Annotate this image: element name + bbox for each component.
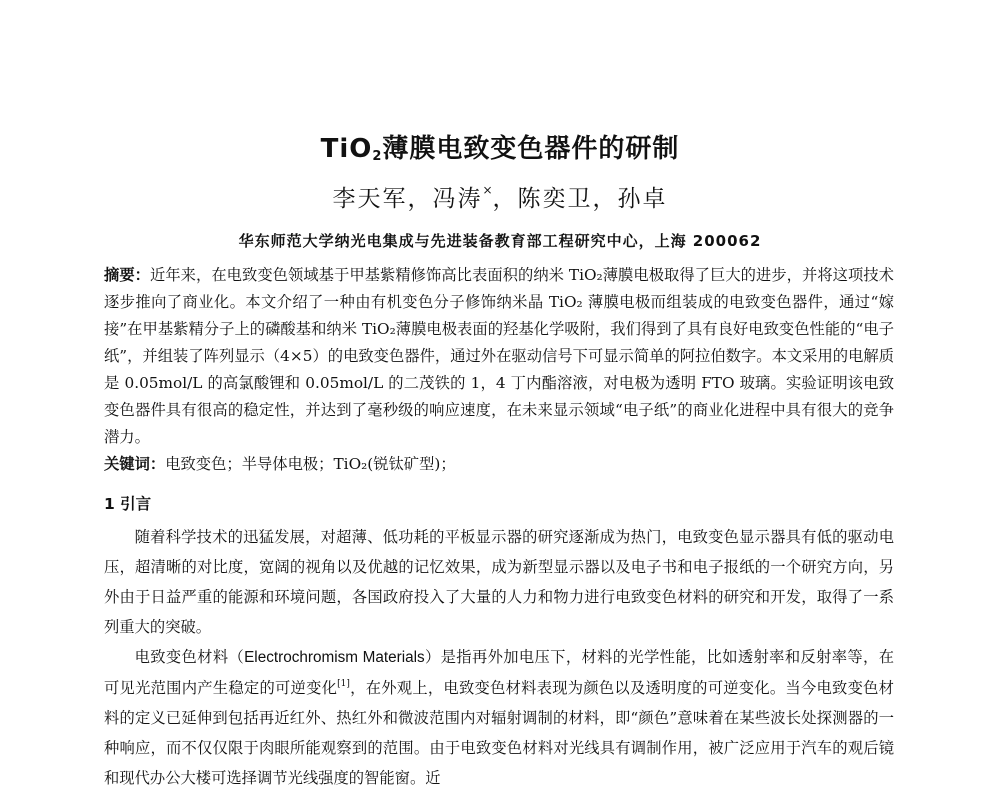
affiliation: 华东师范大学纳光电集成与先进装备教育部工程研究中心，上海 200062 xyxy=(238,232,762,250)
keywords-text: 电致变色；半导体电极；TiO₂(锐钛矿型)； xyxy=(165,455,456,473)
para2-text-b: ）是指再外加电压下，材料的光学性能，比如透射率和反射率等，在可见光范围内产生稳定的可逆变化 xyxy=(104,648,894,697)
abstract-text: 近年来，在电致变色领域基于甲基紫精修饰高比表面积的纳米 TiO₂薄膜电极取得了巨大的进步，并将这项技术逐步推向了商业化。本文介绍了一种由有机变色分子修饰纳米晶 TiO₂ 薄膜电极而组装成的电致变色器件，通过“嫁接”在甲基紫精分子上的磷酸基和纳米 TiO₂薄膜电极表面的羟基化学吸附，我们得到了具有良好电致变色性能的“电子纸”，并组装了阵列显示（4×5）的电致变色器件，通过外在驱动信号下可显示简单的阿拉伯数字。本文采用的电解质是 0.05mol/L 的高氯酸锂和 0.05mol/L 的二茂铁的 1，4 丁内酯溶液，对电极为透明 FTO 玻璃。实验证明该电致变色器件具有很高的稳定性，并达到了毫秒级的响应速度，在未来显示领域“电子纸”的商业化进程中具有很大的竞争潜力。 xyxy=(104,266,894,446)
para2-text-c: ，在外观上，电致变色材料表现为颜色以及透明度的可逆变化。当今电致变色材料的定义已延伸到包括再近红外、热红外和微波范围内对辐射调制的材料，即“颜色”意味着在某些波长处探测器的一种响应，而不仅仅限于肉眼所能观察到的范围。由于电致变色材料对光线具有调制作用，被广泛应用于汽车的观后镜和现代办公大楼可选择调节光线强度的智能窗。近 xyxy=(104,679,894,787)
keywords-label: 关键词： xyxy=(104,455,166,473)
intro-paragraph-1: 随着科学技术的迅猛发展，对超薄、低功耗的平板显示器的研究逐渐成为热门，电致变色显示器具有低的驱动电压，超清晰的对比度，宽阔的视角以及优越的记忆效果，成为新型显示器以及电子书和电子报纸的一个研究方向，另外由于日益严重的能源和环境问题，各国政府投入了大量的人力和物力进行电致变色材料的研究和开发，取得了一系列重大的突破。 xyxy=(104,528,894,636)
abstract-label: 摘要： xyxy=(104,266,150,284)
keywords xyxy=(104,451,894,478)
citation-ref-1[interactable]: [1] xyxy=(337,679,350,689)
authors-line xyxy=(0,180,1000,213)
section-heading-introduction: 1 引言 xyxy=(104,495,152,513)
title-chem-prefix: TiO xyxy=(320,134,373,164)
corresponding-author-mark: × xyxy=(482,183,493,197)
paper-title xyxy=(0,128,1000,165)
abstract xyxy=(104,262,894,451)
para2-text-a: 电致变色材料（ xyxy=(134,648,245,666)
intro-paragraph-2 xyxy=(104,642,894,793)
authors-first: 李天军，冯涛 xyxy=(332,186,483,212)
para2-english-term: Electrochromism Materials xyxy=(244,649,425,666)
title-subscript: 2 xyxy=(372,149,383,164)
paper-body xyxy=(104,262,894,793)
authors-rest: ，陈奕卫，孙卓 xyxy=(492,186,668,212)
title-text: 薄膜电致变色器件的研制 xyxy=(382,134,680,164)
